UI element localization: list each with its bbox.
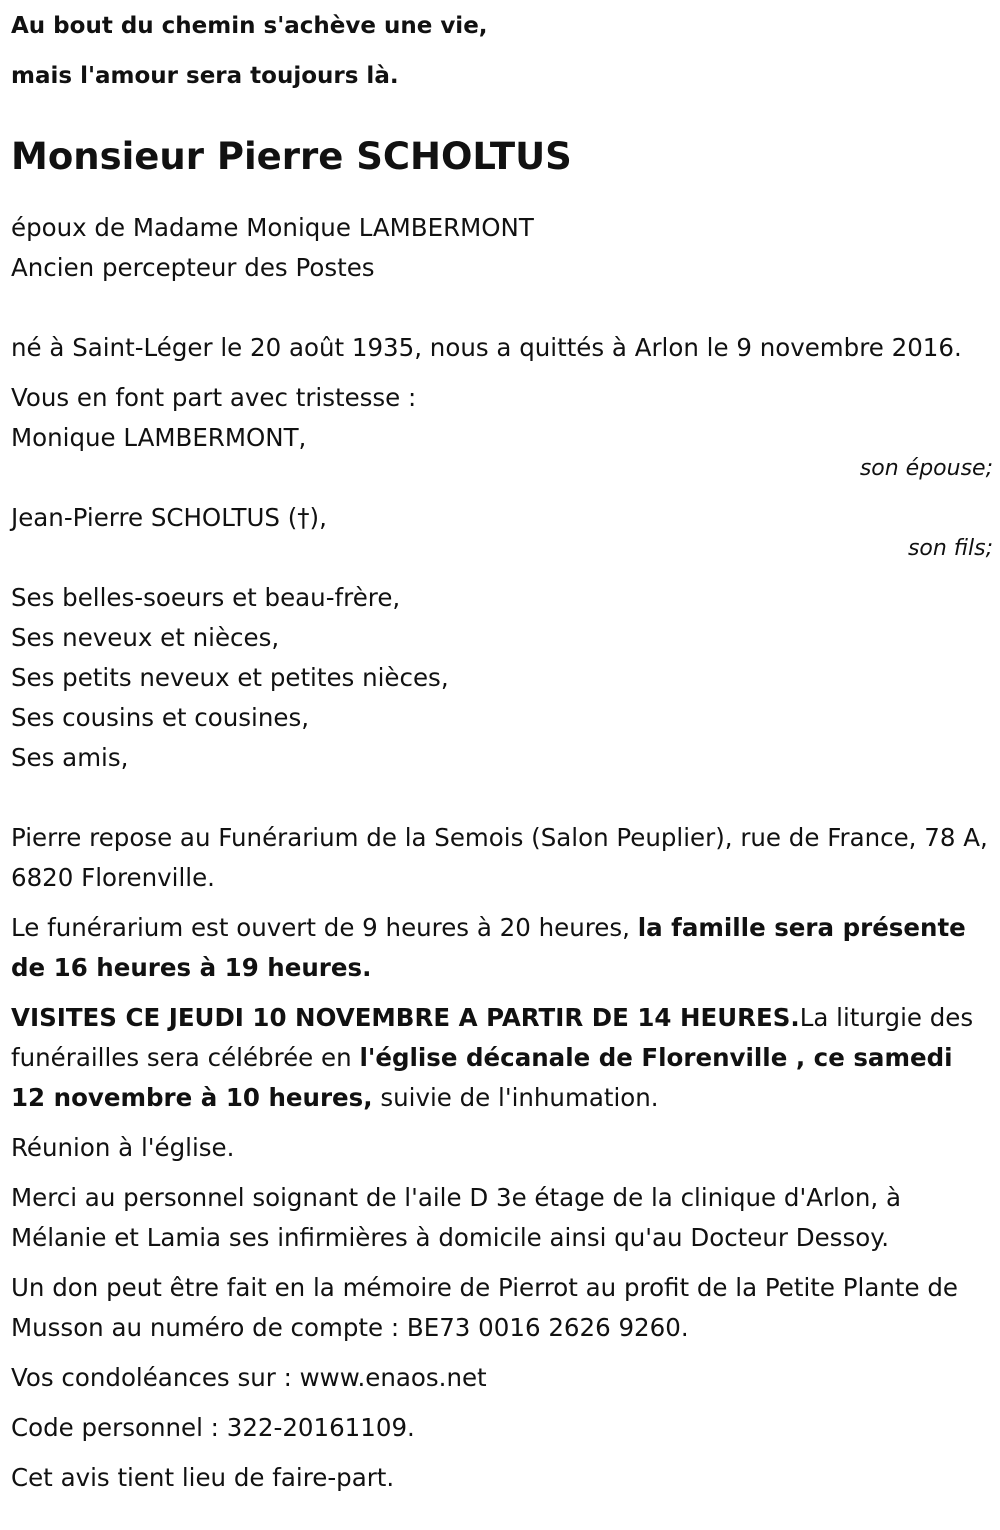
repose-paragraph: Pierre repose au Funérarium de la Semois (Salon Peuplier), rue de France, 78 A, 6820 Florenville. — [11, 823, 988, 892]
spouse-role: son épouse; — [859, 456, 993, 481]
family-son: Jean-Pierre SCHOLTUS (†), — [11, 503, 327, 532]
relatives-item: Ses neveux et nièces, — [11, 623, 280, 652]
closing-line: Cet avis tient lieu de faire-part. — [11, 1463, 395, 1492]
birth-death-paragraph: né à Saint-Léger le 20 août 1935, nous a quittés à Arlon le 9 novembre 2016. — [11, 333, 962, 362]
relatives-list — [11, 578, 991, 778]
visits-text: VISITES CE JEUDI 10 NOVEMBRE A PARTIR DE 14 HEURES. — [11, 1003, 800, 1032]
profession-line: Ancien percepteur des Postes — [11, 253, 375, 282]
after-text: suivie de l'inhumation. — [372, 1083, 659, 1112]
thanks-paragraph: Merci au personnel soignant de l'aile D 3e étage de la clinique d'Arlon, à Mélanie et Lamia ses infirmières à domicile ainsi qu'au Docteur Dessoy. — [11, 1183, 901, 1252]
hours-plain: Le funérarium est ouvert de 9 heures à 20 heures, — [11, 913, 638, 942]
personal-code-line: Code personnel : 322-20161109. — [11, 1413, 415, 1442]
relatives-item: Ses belles-soeurs et beau-frère, — [11, 583, 401, 612]
ceremony-paragraph — [11, 998, 991, 1118]
spouse-line: époux de Madame Monique LAMBERMONT — [11, 213, 534, 242]
relatives-item: Ses amis, — [11, 743, 129, 772]
relatives-item: Ses cousins et cousines, — [11, 703, 309, 732]
announce-line: Vous en font part avec tristesse : — [11, 383, 417, 412]
hours-bold: la famille sera présente de 16 heures à 19 heures. — [11, 913, 966, 982]
son-role: son fils; — [907, 536, 993, 561]
deceased-name: Monsieur Pierre SCHOLTUS — [11, 135, 572, 178]
epigraph-line-2: mais l'amour sera toujours là. — [11, 63, 399, 89]
church-text: l'église décanale de Florenville , ce samedi 12 novembre à 10 heures, — [11, 1043, 953, 1112]
relatives-item: Ses petits neveux et petites nièces, — [11, 663, 449, 692]
epigraph — [11, 1, 991, 101]
hours-paragraph — [11, 908, 991, 988]
epigraph-line-1: Au bout du chemin s'achève une vie, — [11, 13, 488, 39]
family-spouse: Monique LAMBERMONT, — [11, 423, 307, 452]
liturgy-text: La liturgie des funérailles sera célébrée en — [11, 1003, 974, 1072]
donation-paragraph: Un don peut être fait en la mémoire de Pierrot au profit de la Petite Plante de Musson au numéro de compte : BE73 0016 2626 9260. — [11, 1273, 958, 1342]
condolences-line: Vos condoléances sur : www.enaos.net — [11, 1363, 487, 1392]
obituary-notice — [11, 0, 991, 1498]
reunion-line: Réunion à l'église. — [11, 1133, 235, 1162]
